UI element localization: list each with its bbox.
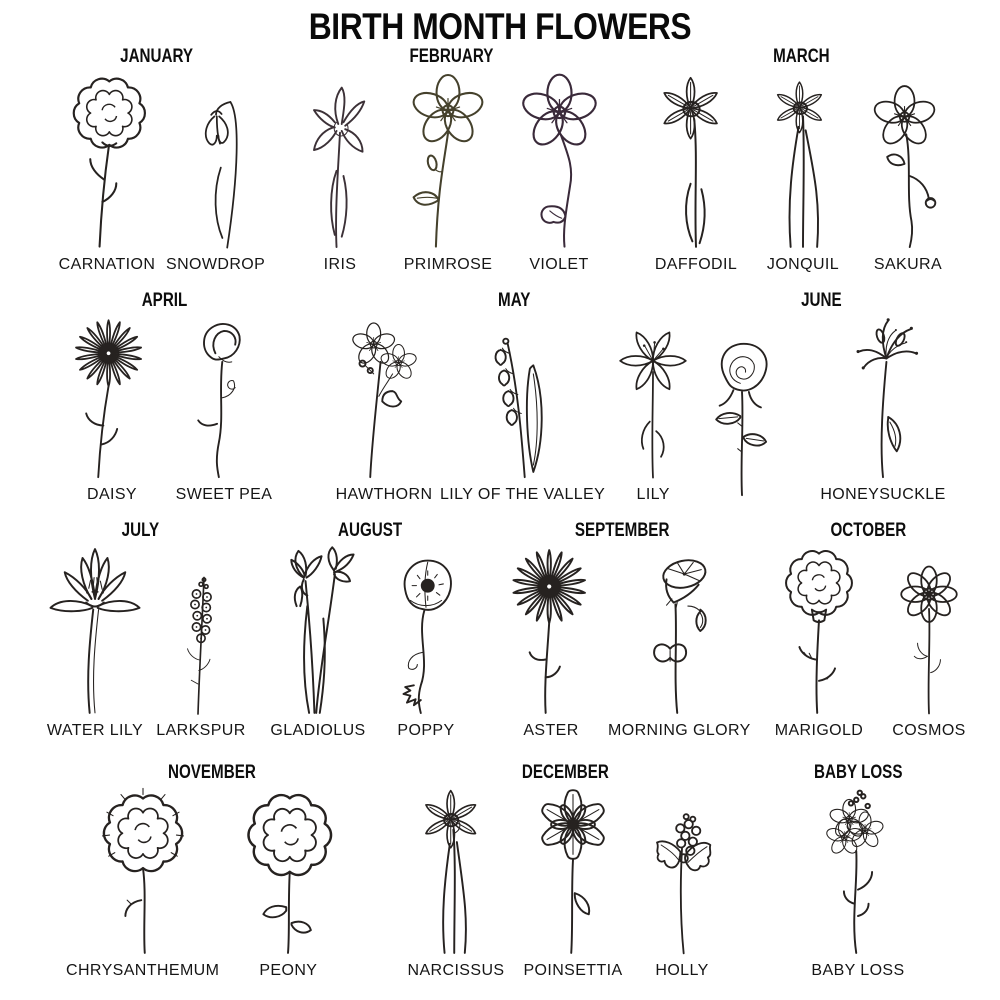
- honeysuckle-illustration: [804, 312, 962, 484]
- daisy-illustration: [52, 312, 172, 484]
- flower-label: HONEYSUCKLE: [820, 486, 946, 503]
- month-header-march: MARCH: [772, 46, 830, 67]
- primrose-illustration: [392, 68, 504, 254]
- flower-label: LARKSPUR: [156, 722, 246, 739]
- month-group-may: [328, 290, 701, 504]
- snowdrop-illustration: [168, 68, 264, 254]
- baby-loss-illustration: [788, 784, 928, 960]
- month-header-november: NOVEMBER: [167, 762, 256, 783]
- flower-label: IRIS: [323, 256, 357, 273]
- figure-snowdrop: [166, 68, 265, 274]
- month-group-december: [398, 762, 732, 980]
- figure-lily-of-the-valley: [440, 312, 605, 504]
- flower-label: BABY LOSS: [811, 962, 905, 979]
- month-group-august: [262, 520, 478, 740]
- figure-cosmos: [880, 542, 978, 740]
- poinsettia-illustration: [514, 784, 632, 960]
- figure-chrysanthemum: [66, 784, 219, 980]
- carnation-illustration: [48, 68, 166, 254]
- flower-label: NARCISSUS: [407, 962, 505, 979]
- figure-baby-loss: [788, 784, 928, 980]
- marigold-illustration: [758, 542, 880, 720]
- figure-larkspur: [156, 542, 246, 740]
- flower-label: COSMOS: [892, 722, 966, 739]
- flower-label: MARIGOLD: [774, 722, 864, 739]
- month-header-baby-loss: BABY LOSS: [813, 762, 903, 783]
- narcissus-illustration: [398, 784, 514, 960]
- figure-poinsettia: [514, 784, 632, 980]
- flower-label: HOLLY: [655, 962, 709, 979]
- figure-iris: [288, 68, 392, 274]
- flower-label: CARNATION: [58, 256, 156, 273]
- figure-sakura: [856, 68, 960, 274]
- month-group-baby-loss: [788, 762, 928, 980]
- flower-label: ASTER: [523, 722, 579, 739]
- flower-label: LILY OF THE VALLEY: [440, 486, 606, 503]
- figure-poppy: [374, 542, 478, 740]
- month-header-february: FEBRUARY: [409, 46, 493, 67]
- figure-morning-glory: [608, 542, 751, 740]
- flower-label: SNOWDROP: [166, 256, 266, 273]
- figure-daisy: [52, 312, 172, 504]
- poppy-illustration: [374, 542, 478, 720]
- flower-label: WATER LILY: [46, 722, 144, 739]
- gladiolus-illustration: [262, 542, 374, 720]
- figure-narcissus: [398, 784, 514, 980]
- flower-label: HAWTHORN: [335, 486, 433, 503]
- figure-honeysuckle: [804, 312, 962, 504]
- flower-label: POPPY: [397, 722, 455, 739]
- month-group-september: [494, 520, 751, 740]
- water-lily-illustration: [34, 542, 156, 720]
- figure-peony: [219, 784, 357, 980]
- figure-marigold: [758, 542, 880, 740]
- figure-violet: [504, 68, 614, 274]
- figure-hawthorn: [328, 312, 440, 504]
- flower-label: SWEET PEA: [175, 486, 273, 503]
- flower-label: JONQUIL: [766, 256, 840, 273]
- larkspur-illustration: [156, 542, 246, 720]
- morning-glory-illustration: [613, 542, 745, 720]
- flower-label: MORNING GLORY: [608, 722, 751, 739]
- month-group-january: [48, 46, 265, 274]
- daffodil-illustration: [642, 68, 750, 254]
- figure-holly: [632, 784, 732, 980]
- flower-label: VIOLET: [529, 256, 589, 273]
- flower-label: POINSETTIA: [523, 962, 623, 979]
- month-header-june: JUNE: [800, 290, 842, 311]
- lily-of-the-valley-illustration: [463, 312, 583, 484]
- flower-label: DAISY: [86, 486, 137, 503]
- page-title: BIRTH MONTH FLOWERS: [308, 6, 692, 47]
- iris-illustration: [288, 68, 392, 254]
- month-group-july: [34, 520, 246, 740]
- month-header-april: APRIL: [141, 290, 187, 311]
- figure-gladiolus: [262, 542, 374, 740]
- month-header-july: JULY: [121, 520, 159, 541]
- month-group-march: [642, 46, 960, 274]
- month-header-january: JANUARY: [120, 46, 194, 67]
- figure-aster: [494, 542, 608, 740]
- peony-illustration: [219, 784, 357, 960]
- sweet-pea-illustration: [172, 312, 276, 484]
- month-header-august: AUGUST: [337, 520, 403, 541]
- flower-label: LILY: [636, 486, 670, 503]
- hawthorn-illustration: [328, 312, 440, 484]
- figure-sweet-pea: [172, 312, 276, 504]
- holly-illustration: [632, 784, 732, 960]
- flower-label: PRIMROSE: [403, 256, 493, 273]
- violet-illustration: [504, 68, 614, 254]
- month-group-february: [288, 46, 614, 274]
- figure-jonquil: [750, 68, 856, 274]
- figure-water-lily: [34, 542, 156, 740]
- aster-illustration: [494, 542, 608, 720]
- flower-label: PEONY: [259, 962, 318, 979]
- month-group-april: [52, 290, 276, 504]
- month-header-december: DECEMBER: [521, 762, 609, 783]
- flower-label: SAKURA: [873, 256, 943, 273]
- month-group-june: [680, 290, 962, 504]
- rose-illustration: [680, 330, 804, 502]
- cosmos-illustration: [880, 542, 978, 720]
- figure-daffodil: [642, 68, 750, 274]
- month-header-september: SEPTEMBER: [575, 520, 670, 541]
- jonquil-illustration: [750, 68, 856, 254]
- figure-carnation: [48, 68, 166, 274]
- month-group-october: [758, 520, 978, 740]
- flower-label: CHRYSANTHEMUM: [66, 962, 220, 979]
- month-header-october: OCTOBER: [830, 520, 906, 541]
- month-header-may: MAY: [498, 290, 531, 311]
- sakura-illustration: [856, 68, 960, 254]
- figure-primrose: [392, 68, 504, 274]
- flower-label: DAFFODIL: [654, 256, 738, 273]
- flower-label: GLADIOLUS: [270, 722, 366, 739]
- figure-rose: [680, 330, 804, 504]
- month-group-november: [66, 762, 357, 980]
- chrysanthemum-illustration: [68, 784, 218, 960]
